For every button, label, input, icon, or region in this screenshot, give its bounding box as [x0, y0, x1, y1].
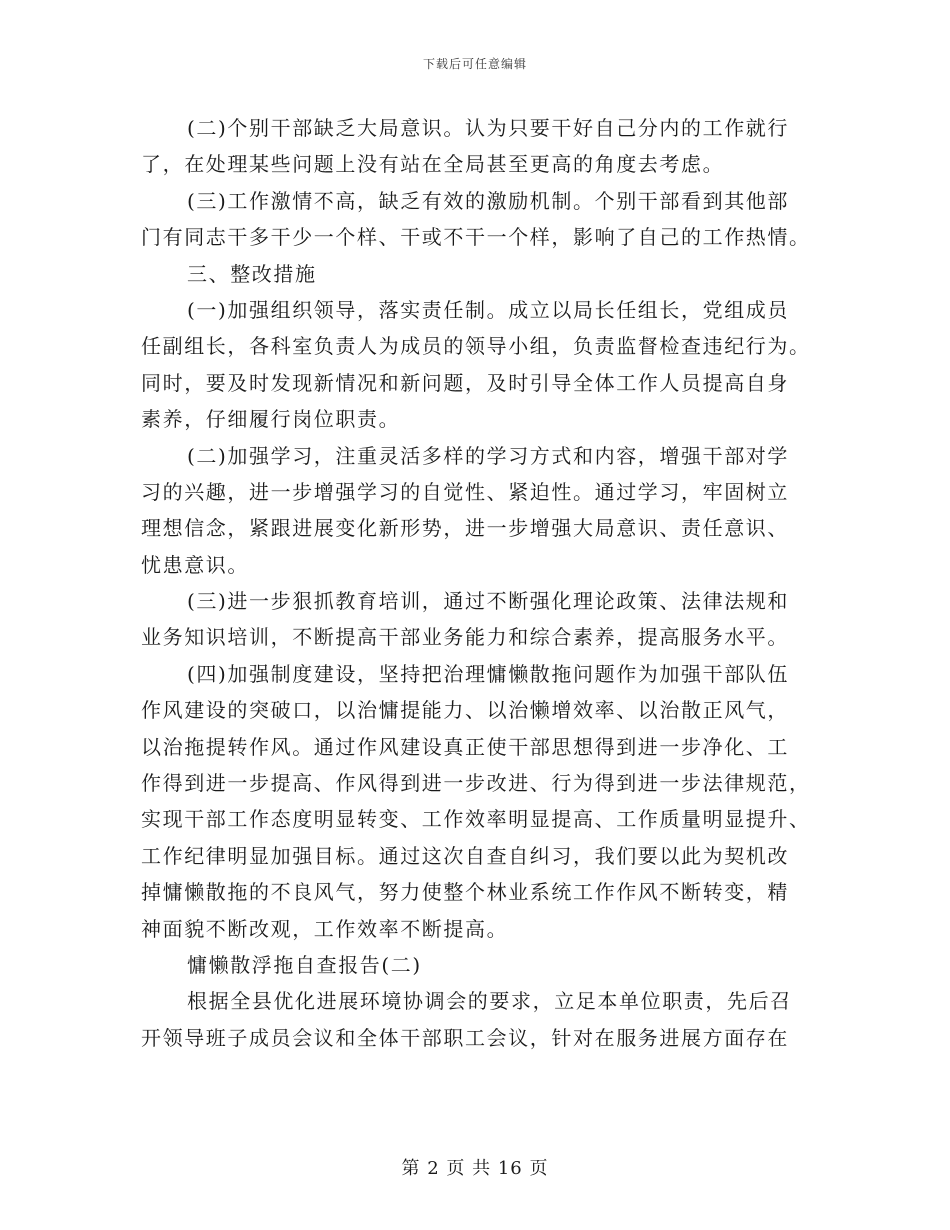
paragraph-first-line: (二)个别干部缺乏大局意识。认为只要干好自己分内的工作就行 — [187, 116, 790, 140]
paragraph-line: 作风建设的突破口，以治慵提能力、以治懒增效率、以治散正风气， — [141, 698, 789, 723]
paragraph-line: 理想信念，紧跟进展变化新形势，进一步增强大局意识、责任意识、 — [141, 516, 789, 541]
paragraph-line: 门有同志干多干少一个样、干或不干一个样，影响了自己的工作热情。 — [141, 225, 811, 250]
paragraph-first-line: (一)加强组织领导，落实责任制。成立以局长任组长，党组成员 — [187, 297, 790, 322]
paragraph-line: 作得到进一步提高、作风得到进一步改进、行为得到进一步法律规范， — [141, 771, 811, 796]
paragraph-line: 开领导班子成员会议和全体干部职工会议，针对在服务进展方面存在 — [141, 1025, 789, 1050]
paragraph-line: 神面貌不断改观，工作效率不断提高。 — [141, 916, 509, 941]
paragraph-line: 了，在处理某些问题上没有站在全局甚至更高的角度去考虑。 — [141, 152, 725, 177]
paragraph-first-line: (三)进一步狠抓教育培训，通过不断强化理论政策、法律法规和 — [187, 589, 790, 614]
paragraph-first-line: (三)工作激情不高，缺乏有效的激励机制。个别干部看到其他部 — [187, 188, 790, 213]
paragraph-line: 工作纪律明显加强目标。通过这次自查自纠习，我们要以此为契机改 — [141, 843, 789, 868]
paragraph-line: 以治拖提转作风。通过作风建设真正使干部思想得到进一步净化、工 — [141, 734, 789, 759]
paragraph-first-line: (四)加强制度建设，坚持把治理慵懒散拖问题作为加强干部队伍 — [187, 661, 790, 686]
page-header: 下载后可任意编辑 — [422, 57, 527, 71]
paragraph-first-line: (二)加强学习，注重灵活多样的学习方式和内容，增强干部对学 — [187, 443, 790, 468]
paragraph-line: 业务知识培训，不断提高干部业务能力和综合素养，提高服务水平。 — [141, 625, 789, 650]
page-footer: 第 2 页 共 16 页 — [401, 1158, 549, 1179]
paragraph-line: 掉慵懒散拖的不良风气，努力使整个林业系统工作作风不断转变，精 — [141, 880, 789, 905]
paragraph-line: 忧患意识。 — [141, 552, 249, 577]
paragraph-line: 实现干部工作态度明显转变、工作效率明显提高、工作质量明显提升、 — [141, 807, 811, 832]
document-body — [141, 110, 811, 1056]
paragraph-first-line: 慵懒散浮拖自查报告(二) — [187, 952, 422, 977]
paragraph-line: 同时，要及时发现新情况和新问题，及时引导全体工作人员提高自身 — [141, 370, 789, 395]
paragraph-line: 任副组长，各科室负责人为成员的领导小组，负责监督检查违纪行为。 — [141, 334, 811, 359]
paragraph-first-line: 根据全县优化进展环境协调会的要求，立足本单位职责，先后召 — [187, 989, 792, 1014]
paragraph-line: 素养，仔细履行岗位职责。 — [141, 407, 401, 432]
paragraph-first-line: 三、整改措施 — [187, 261, 317, 286]
paragraph-line: 习的兴趣，进一步增强学习的自觉性、紧迫性。通过学习，牢固树立 — [141, 479, 789, 504]
